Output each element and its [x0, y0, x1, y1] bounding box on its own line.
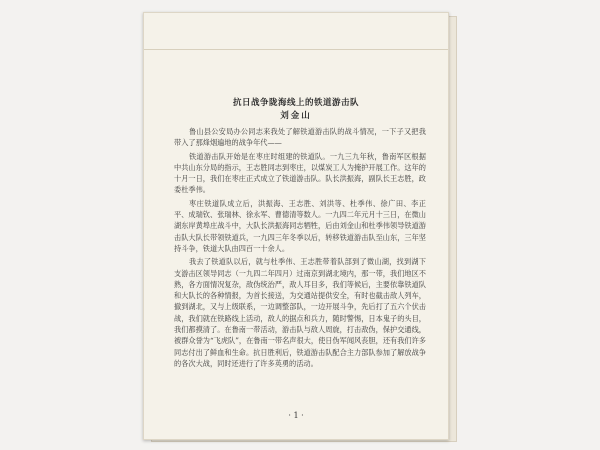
- paragraph: 鲁山县公安局办公同志来我处了解铁道游击队的战斗情况，一下子又把我带入了那烽烟遍地的战争年代——: [174, 127, 426, 148]
- paragraph: 我去了铁道队以后，就与杜季伟、王志胜带着队部到了微山湖，找到湖下支游击区领导同志（一九四二年四月）过南京到湖北境内，那一带，我们地区不熟，各方面情况复杂，敌伪统治严，敌人耳目多，我们等候后，主要依靠铁道队和大队长的各种情报，为首长接送，为交通站提供安全，有时也截击敌人列车，撤到湖北，又与上级联系，一边调整部队，一边开展斗争，先后打了五六个伏击战，我们就在铁路线上活动，敌人的据点和兵力，随时警惕，日本鬼子的头目，我们都摸清了。在鲁南一带活动，游击队与敌人周旋，打击敌伪，保护交通线，被群众誉为“飞虎队”，在鲁南一带名声很大，使日伪军闻风丧胆，还有我们许多同志付出了鲜血和生命。抗日胜利后，铁道游击队配合主力部队参加了解放战争的各次大战，同时还进行了许多英勇的活动。: [174, 257, 426, 368]
- document-title: 抗日战争陇海线上的铁道游击队: [232, 98, 359, 108]
- page-number: · 1 ·: [288, 411, 304, 420]
- document-page: [143, 12, 449, 440]
- document-author: 刘金山: [280, 111, 312, 121]
- binding-strip: [144, 13, 448, 50]
- paragraph: 铁道游击队开始是在枣庄时组建的铁道队。一九三九年秋，鲁南军区根据中共山东分局的指示，王志胜同志到枣庄，以煤炭工人为掩护开展工作。这年的十月一日，我们在枣庄正式成立了铁道游击队。队长洪振海，副队长王志胜，政委杜季伟。: [174, 151, 426, 195]
- paragraph: 枣庄铁道队成立后，洪振海、王志胜、刘洪等、杜季伟、徐广田、李正平、成瑞钦、张瑞林、徐永军、曹德清等数人。一九四二年元月十三日，在微山湖东岸黄埠庄战斗中，大队长洪振海同志牺牲，后由刘金山和杜季伟领导铁道游击队大队长带领铁道兵，一九四三年冬季以后，转移铁道游击队至山东，三年坚持斗争，铁道大队由四百一十余人。: [174, 198, 426, 253]
- document-body: [174, 126, 426, 371]
